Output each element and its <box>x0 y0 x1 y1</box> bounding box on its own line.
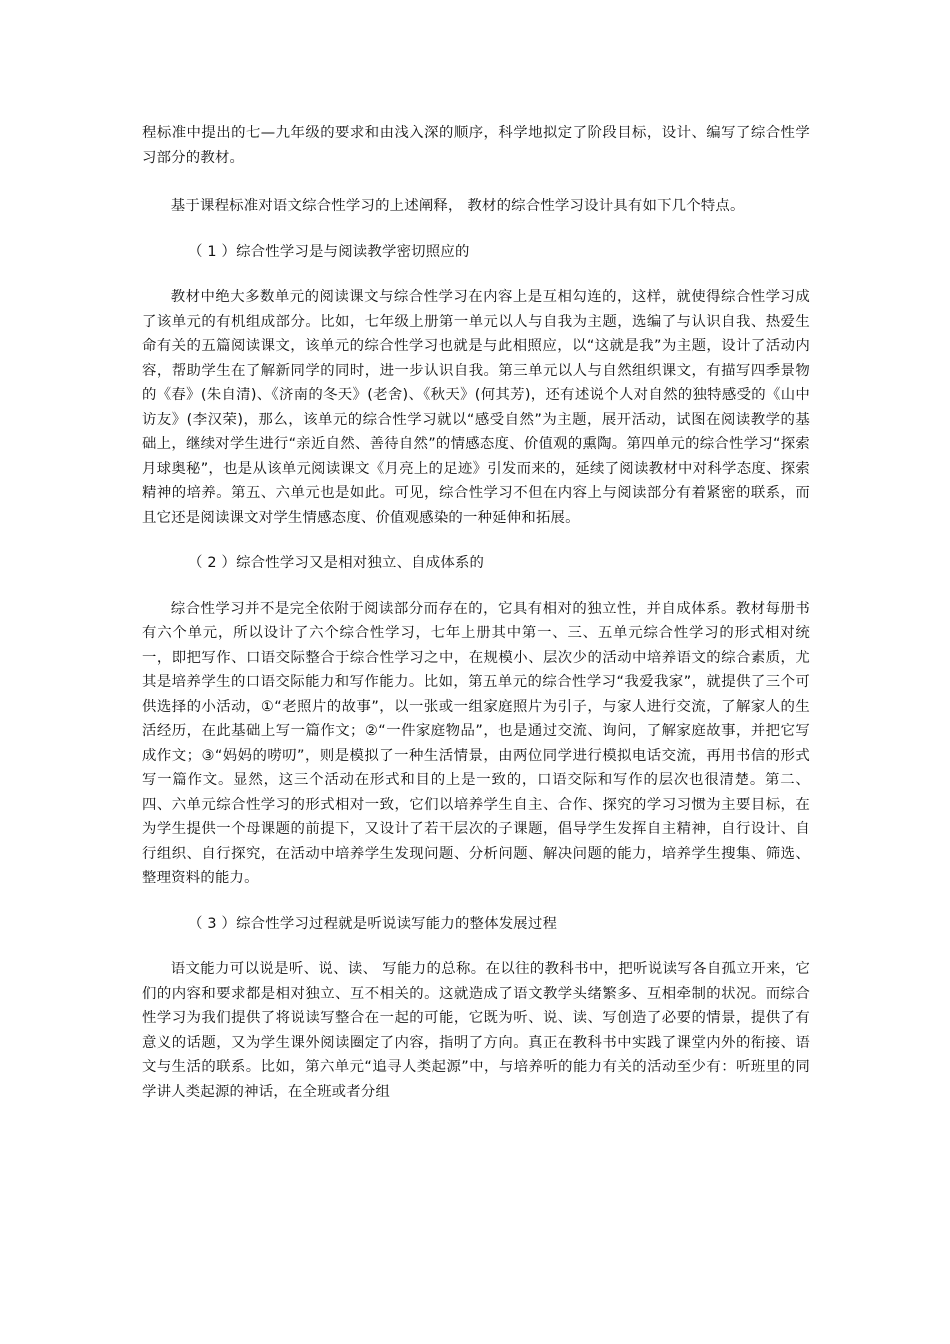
section-heading-2: （ 2 ）综合性学习又是相对独立、自成体系的 <box>188 555 485 571</box>
section-3-paragraph: 语文能力可以说是听、说、读、 写能力的总称。在以往的教科书中，把听说读写各自孤立开来，它们的内容和要求都是相对独立、互不相关的。这就造成了语文教学头绪繁多、互相牵制的状况。而综合性学习为我们提供了将说读写整合在一起的可能，它既为听、说、读、写创造了必要的情景，提供了有意义的话题，又为学生课外阅读圈定了内容，指明了方向。真正在教科书中实践了课堂内外的衔接、语文与生活的联系。比如，第六单元“追寻人类起源”中，与培养听的能力有关的活动至少有：听班里的同学讲人类起源的神话，在全班或者分组 <box>142 961 810 1100</box>
section-2-paragraph: 综合性学习并不是完全依附于阅读部分而存在的，它具有相对的独立性，并自成体系。教材每册书有六个单元，所以设计了六个综合性学习，七年上册其中第一、三、五单元综合性学习的形式相对统一，即把写作、口语交际整合于综合性学习之中，在规模小、层次少的活动中培养语文的综合素质，尤其是培养学生的口语交际能力和写作能力。比如，第五单元的综合性学习“我爱我家”，就提供了三个可供选择的小活动，①“老照片的故事”，以一张或一组家庭照片为引子，与家人进行交流，了解家人的生活经历，在此基础上写一篇作文；②“一件家庭物品”，也是通过交流、询问，了解家庭故事，并把它写成作文；③“妈妈的唠叨”，则是模拟了一种生活情景，由两位同学进行模拟电话交流，再用书信的形式写一篇作文。显然，这三个活动在形式和目的上是一致的，口语交际和写作的层次也很清楚。第二、四、六单元综合性学习的形式相对一致，它们以培养学生自主、合作、探究的学习习惯为主要目标，在为学生提供一个母课题的前提下，又设计了若干层次的子课题，倡导学生发挥自主精神，自行设计、自行组织、自行探究，在活动中培养学生发现问题、分析问题、解决问题的能力，培养学生搜集、筛选、整理资料的能力。 <box>142 600 810 886</box>
intro-paragraph: 程标准中提出的七—九年级的要求和由浅入深的顺序，科学地拟定了阶段目标，设计、编写了综合性学习部分的教材。 <box>142 125 810 166</box>
section-1-paragraph: 教材中绝大多数单元的阅读课文与综合性学习在内容上是互相勾连的，这样，就使得综合性学习成了该单元的有机组成部分。比如，七年级上册第一单元以人与自我为主题，选编了与认识自我、热爱生命有关的五篇阅读课文，该单元的综合性学习也就是与此相照应，以“这就是我”为主题，设计了活动内容，帮助学生在了解新同学的同时，进一步认识自我。第三单元以人与自然组织课文，有描写四季景物的《春》(朱自清)、《济南的冬天》(老舍)、《秋天》(何其芳)，还有述说个人对自然的独特感受的《山中访友》(李汉荣)，那么，该单元的综合性学习就以“感受自然”为主题，展开活动，试图在阅读教学的基础上，继续对学生进行“亲近自然、善待自然”的情感态度、价值观的熏陶。第四单元的综合性学习“探索月球奥秘”，也是从该单元阅读课文《月亮上的足迹》引发而来的，延续了阅读教材中对科学态度、探索精神的培养。第五、六单元也是如此。可见，综合性学习不但在内容上与阅读部分有着紧密的联系，而且它还是阅读课文对学生情感态度、价值观感染的一种延伸和拓展。 <box>142 289 810 526</box>
section-heading-1: （ 1 ）综合性学习是与阅读教学密切照应的 <box>188 243 470 260</box>
features-paragraph: 基于课程标准对语文综合性学习的上述阐释， 教材的综合性学习设计具有如下几个特点。 <box>170 198 745 214</box>
document-page <box>142 121 810 1104</box>
section-heading-3: （ 3 ）综合性学习过程就是听说读写能力的整体发展过程 <box>188 915 558 932</box>
